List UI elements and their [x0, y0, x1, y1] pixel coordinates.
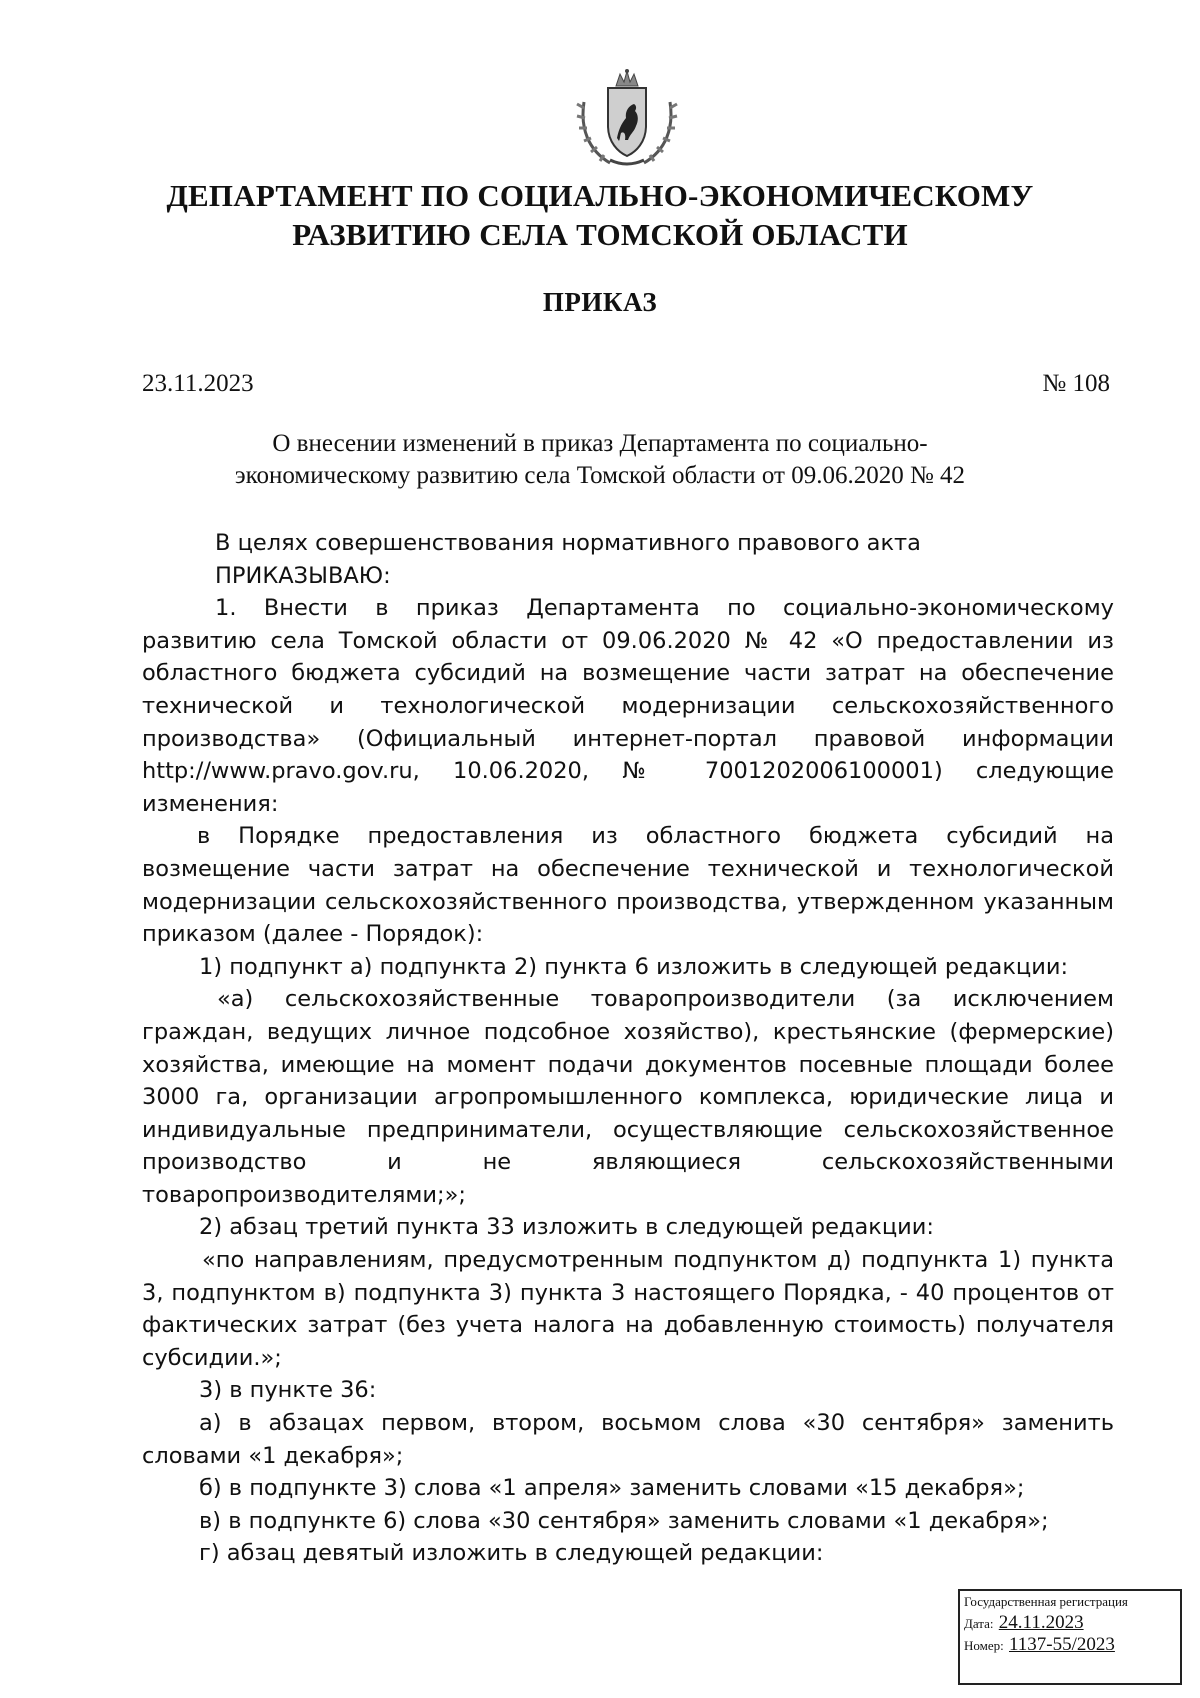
registration-date-value: 24.11.2023 — [998, 1612, 1084, 1633]
registration-number-value: 1137-55/2023 — [1009, 1634, 1115, 1655]
document-type-heading: ПРИКАЗ — [542, 287, 658, 317]
subitem-1-text: «а) сельскохозяйственные товаропроизводители (за исключением граждан, ведущих личное подсобное хозяйство), крестьянские (фермерские) хозяйства, имеющие на момент подачи документов посевные площади более 3000 га, организации агропромышленного комплекса, юридические лица и индивидуальные предприниматели, осуществляющие сельскохозяйственное производство и не являющиеся сельскохозяйственными товаропроизводителями;»; — [142, 986, 1114, 1208]
subitem-3g-paragraph: г) абзац девятый изложить в следующей редакции: — [199, 1540, 824, 1567]
registration-date-label: Дата: — [964, 1616, 994, 1631]
department-title-line-2: РАЗВИТИЮ СЕЛА ТОМСКОЙ ОБЛАСТИ — [292, 217, 908, 252]
registration-title: Государственная регистрация — [964, 1594, 1128, 1609]
item-1-paragraph: 1. Внести в приказ Департамента по социально-экономическому развитию села Томской области от 09.06.2020 № 42 «О предоставлении из областного бюджета субсидий на возмещение части затрат на обеспечение технической и технологической модернизации сельскохозяйственного производства» (Официальный интернет-портал правовой информации http://www.pravo.gov.ru, 10.06.2020, № 7001202006100001) следующие изменения: — [142, 595, 1114, 817]
registration-stamp — [958, 1589, 1182, 1685]
order-date: 23.11.2023 — [142, 370, 254, 397]
subitem-3b-paragraph: б) в подпункте 3) слова «1 апреля» заменить словами «15 декабря»; — [199, 1475, 1025, 1502]
coat-of-arms-emblem — [570, 68, 684, 168]
subitem-2-paragraph: 2) абзац третий пункта 33 изложить в следующей редакции: — [199, 1214, 934, 1241]
order-number: № 108 — [1042, 370, 1110, 397]
subitem-2-text: «по направлениям, предусмотренным подпунктом д) подпункта 1) пункта 3, подпунктом в) подпункта 3) пункта 3 настоящего Порядка, - 40 процентов от фактических затрат (без учета налога на добавленную стоимость) получателя субсидии.»; — [142, 1247, 1114, 1371]
order-word: ПРИКАЗЫВАЮ: — [215, 562, 391, 589]
subject-line-1: О внесении изменений в приказ Департамента по социально- — [272, 430, 928, 457]
procedure-paragraph: в Порядке предоставления из областного бюджета субсидий на возмещение части затрат на обеспечение технической и технологической модернизации сельскохозяйственного производства, утвержденном указанным приказом (далее - Порядок): — [142, 823, 1114, 948]
department-title-line-1: ДЕПАРТАМЕНТ ПО СОЦИАЛЬНО-ЭКОНОМИЧЕСКОМУ — [166, 178, 1034, 213]
purpose-paragraph: В целях совершенствования нормативного правового акта — [215, 530, 921, 556]
subitem-3-paragraph: 3) в пункте 36: — [199, 1377, 377, 1404]
order-body — [142, 527, 1114, 1570]
subitem-3a-paragraph: а) в абзацах первом, втором, восьмом слова «30 сентября» заменить словами «1 декабря»; — [142, 1410, 1114, 1469]
subject-line-2: экономическому развитию села Томской области от 09.06.2020 № 42 — [234, 462, 966, 489]
registration-number-label: Номер: — [964, 1638, 1004, 1653]
subitem-3v-paragraph: в) в подпункте 6) слова «30 сентября» заменить словами «1 декабря»; — [199, 1507, 1049, 1534]
subitem-1-paragraph: 1) подпункт а) подпункта 2) пункта 6 изложить в следующей редакции: — [199, 953, 1069, 980]
